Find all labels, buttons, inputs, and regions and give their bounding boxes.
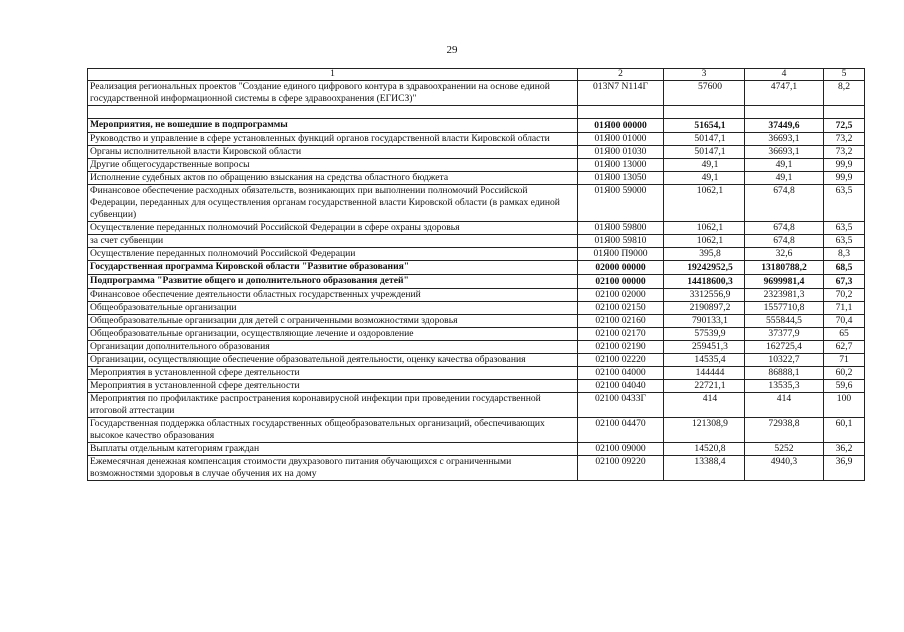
row-percent-cell: 71,1	[824, 302, 865, 315]
row-actual-cell: 414	[745, 393, 824, 418]
row-name-cell: Органы исполнительной власти Кировской области	[88, 146, 578, 159]
row-plan-cell: 14418600,3	[664, 275, 745, 289]
row-percent-cell: 60,2	[824, 367, 865, 380]
row-name-cell: Общеобразовательные организации	[88, 302, 578, 315]
row-name-cell: за счет субвенции	[88, 235, 578, 248]
row-code-cell: 01Я00 01000	[578, 133, 664, 146]
row-code-cell: 01Я00 П9000	[578, 248, 664, 261]
row-code-cell: 02100 09220	[578, 456, 664, 481]
row-plan-cell: 14535,4	[664, 354, 745, 367]
row-code-cell: 02100 00000	[578, 275, 664, 289]
row-actual-cell: 5252	[745, 443, 824, 456]
row-percent-cell: 68,5	[824, 261, 865, 275]
row-plan-cell: 414	[664, 393, 745, 418]
row-code-cell: 013N7 N114Г	[578, 81, 664, 106]
row-percent-cell: 72,5	[824, 119, 865, 133]
row-percent-cell: 59,6	[824, 380, 865, 393]
table-row	[88, 172, 865, 185]
row-plan-cell: 790133,1	[664, 315, 745, 328]
column-header: 5	[824, 69, 865, 81]
row-code-cell: 01Я00 01030	[578, 146, 664, 159]
row-name-cell: Общеобразовательные организации для детей с ограниченными возможностями здоровья	[88, 315, 578, 328]
row-plan-cell: 259451,3	[664, 341, 745, 354]
column-header: 2	[578, 69, 664, 81]
row-percent-cell: 60,1	[824, 418, 865, 443]
table-row	[88, 159, 865, 172]
table-row	[88, 418, 865, 443]
row-name-cell: Мероприятия в установленной сфере деятельности	[88, 367, 578, 380]
row-percent-cell: 99,9	[824, 159, 865, 172]
table-row	[88, 235, 865, 248]
row-name-cell: Финансовое обеспечение расходных обязательств, возникающих при выполнении полномочий Российской Федерации, переданных для осуществления органам государственной власти Кировской области (в рамках единой субвенции)	[88, 185, 578, 222]
row-plan-cell: 57539,9	[664, 328, 745, 341]
row-actual-cell: 49,1	[745, 172, 824, 185]
row-code-cell: 02100 02150	[578, 302, 664, 315]
row-plan-cell: 144444	[664, 367, 745, 380]
table-row	[88, 222, 865, 235]
table-row	[88, 341, 865, 354]
budget-table	[87, 68, 865, 481]
row-name-cell: Руководство и управление в сфере установленных функций органов государственной власти Кировской области	[88, 133, 578, 146]
row-actual-cell: 1557710,8	[745, 302, 824, 315]
row-actual-cell: 36693,1	[745, 146, 824, 159]
row-name-cell: Организации, осуществляющие обеспечение образовательной деятельности, оценку качества образования	[88, 354, 578, 367]
row-name-cell: Мероприятия по профилактике распространения коронавирусной инфекции при проведении государственной итоговой аттестации	[88, 393, 578, 418]
row-plan-cell: 49,1	[664, 172, 745, 185]
row-name-cell: Осуществление переданных полномочий Российской Федерации	[88, 248, 578, 261]
row-percent-cell: 70,2	[824, 289, 865, 302]
row-actual-cell: 13180788,2	[745, 261, 824, 275]
table-row	[88, 328, 865, 341]
row-code-cell: 02100 02000	[578, 289, 664, 302]
row-name-cell: Мероприятия в установленной сфере деятельности	[88, 380, 578, 393]
row-percent-cell: 67,3	[824, 275, 865, 289]
row-actual-cell: 674,8	[745, 222, 824, 235]
row-percent-cell: 8,3	[824, 248, 865, 261]
table-row	[88, 380, 865, 393]
row-plan-cell: 395,8	[664, 248, 745, 261]
row-actual-cell: 674,8	[745, 185, 824, 222]
column-header: 4	[745, 69, 824, 81]
table-row	[88, 185, 865, 222]
row-code-cell: 01Я00 59800	[578, 222, 664, 235]
empty-cell	[745, 106, 824, 119]
row-actual-cell: 32,6	[745, 248, 824, 261]
row-code-cell: 02100 04470	[578, 418, 664, 443]
row-percent-cell: 36,2	[824, 443, 865, 456]
row-code-cell: 01Я00 13000	[578, 159, 664, 172]
row-code-cell: 01Я00 59000	[578, 185, 664, 222]
empty-cell	[578, 106, 664, 119]
row-plan-cell: 121308,9	[664, 418, 745, 443]
row-actual-cell: 37449,6	[745, 119, 824, 133]
row-plan-cell: 13388,4	[664, 456, 745, 481]
row-percent-cell: 62,7	[824, 341, 865, 354]
row-percent-cell: 100	[824, 393, 865, 418]
row-actual-cell: 4747,1	[745, 81, 824, 106]
table-row	[88, 119, 865, 133]
row-actual-cell: 162725,4	[745, 341, 824, 354]
empty-cell	[824, 106, 865, 119]
row-actual-cell: 9699981,4	[745, 275, 824, 289]
row-plan-cell: 1062,1	[664, 235, 745, 248]
row-actual-cell: 13535,3	[745, 380, 824, 393]
table-row	[88, 289, 865, 302]
row-code-cell: 01Я00 13050	[578, 172, 664, 185]
row-code-cell: 02100 02190	[578, 341, 664, 354]
row-code-cell: 02100 02220	[578, 354, 664, 367]
row-percent-cell: 73,2	[824, 133, 865, 146]
column-number-row	[88, 69, 865, 81]
table-row	[88, 456, 865, 481]
row-code-cell: 02100 0433Г	[578, 393, 664, 418]
row-actual-cell: 4940,3	[745, 456, 824, 481]
row-plan-cell: 50147,1	[664, 146, 745, 159]
row-plan-cell: 14520,8	[664, 443, 745, 456]
row-name-cell: Финансовое обеспечение деятельности областных государственных учреждений	[88, 289, 578, 302]
table-row	[88, 248, 865, 261]
row-percent-cell: 65	[824, 328, 865, 341]
row-plan-cell: 19242952,5	[664, 261, 745, 275]
row-percent-cell: 63,5	[824, 185, 865, 222]
row-name-cell: Государственная поддержка областных государственных общеобразовательных организаций, обеспечивающих высокое качество образования	[88, 418, 578, 443]
empty-cell	[664, 106, 745, 119]
row-percent-cell: 70,4	[824, 315, 865, 328]
table-row	[88, 393, 865, 418]
table-row	[88, 443, 865, 456]
column-header: 1	[88, 69, 578, 81]
row-name-cell: Другие общегосударственные вопросы	[88, 159, 578, 172]
table-row	[88, 354, 865, 367]
spacer-row	[88, 106, 865, 119]
row-name-cell: Подпрограмма "Развитие общего и дополнительного образования детей"	[88, 275, 578, 289]
row-name-cell: Выплаты отдельным категориям граждан	[88, 443, 578, 456]
row-plan-cell: 1062,1	[664, 222, 745, 235]
row-code-cell: 02100 02160	[578, 315, 664, 328]
row-actual-cell: 49,1	[745, 159, 824, 172]
table-row	[88, 146, 865, 159]
row-plan-cell: 51654,1	[664, 119, 745, 133]
row-code-cell: 02100 04000	[578, 367, 664, 380]
row-actual-cell: 2323981,3	[745, 289, 824, 302]
row-plan-cell: 50147,1	[664, 133, 745, 146]
row-name-cell: Организации дополнительного образования	[88, 341, 578, 354]
row-plan-cell: 22721,1	[664, 380, 745, 393]
table-row	[88, 261, 865, 275]
row-plan-cell: 57600	[664, 81, 745, 106]
column-header: 3	[664, 69, 745, 81]
row-actual-cell: 37377,9	[745, 328, 824, 341]
row-name-cell: Ежемесячная денежная компенсация стоимости двухразового питания обучающихся с ограниченными возможностями здоровья в случае обучения их на дому	[88, 456, 578, 481]
table-row	[88, 367, 865, 380]
row-code-cell: 02100 02170	[578, 328, 664, 341]
row-plan-cell: 3312556,9	[664, 289, 745, 302]
row-name-cell: Общеобразовательные организации, осуществляющие лечение и оздоровление	[88, 328, 578, 341]
table-row	[88, 133, 865, 146]
row-percent-cell: 36,9	[824, 456, 865, 481]
row-name-cell: Реализация региональных проектов "Создание единого цифрового контура в здравоохранении на основе единой государственной информационной системы в сфере здравоохранения (ЕГИСЗ)"	[88, 81, 578, 106]
row-actual-cell: 674,8	[745, 235, 824, 248]
table-row	[88, 302, 865, 315]
row-actual-cell: 86888,1	[745, 367, 824, 380]
row-actual-cell: 36693,1	[745, 133, 824, 146]
row-percent-cell: 63,5	[824, 222, 865, 235]
row-code-cell: 01Я00 59810	[578, 235, 664, 248]
row-code-cell: 02000 00000	[578, 261, 664, 275]
row-percent-cell: 99,9	[824, 172, 865, 185]
empty-cell	[88, 106, 578, 119]
row-percent-cell: 73,2	[824, 146, 865, 159]
row-actual-cell: 72938,8	[745, 418, 824, 443]
row-actual-cell: 10322,7	[745, 354, 824, 367]
row-name-cell: Государственная программа Кировской области "Развитие образования"	[88, 261, 578, 275]
row-plan-cell: 2190897,2	[664, 302, 745, 315]
table-row	[88, 81, 865, 106]
row-actual-cell: 555844,5	[745, 315, 824, 328]
row-percent-cell: 8,2	[824, 81, 865, 106]
table-row	[88, 275, 865, 289]
row-plan-cell: 49,1	[664, 159, 745, 172]
row-code-cell: 02100 04040	[578, 380, 664, 393]
row-percent-cell: 63,5	[824, 235, 865, 248]
row-plan-cell: 1062,1	[664, 185, 745, 222]
row-percent-cell: 71	[824, 354, 865, 367]
row-name-cell: Мероприятия, не вошедшие в подпрограммы	[88, 119, 578, 133]
row-code-cell: 02100 09000	[578, 443, 664, 456]
row-code-cell: 01Я00 00000	[578, 119, 664, 133]
table-row	[88, 315, 865, 328]
page-number: 29	[446, 44, 458, 56]
row-name-cell: Исполнение судебных актов по обращению взыскания на средства областного бюджета	[88, 172, 578, 185]
row-name-cell: Осуществление переданных полномочий Российской Федерации в сфере охраны здоровья	[88, 222, 578, 235]
